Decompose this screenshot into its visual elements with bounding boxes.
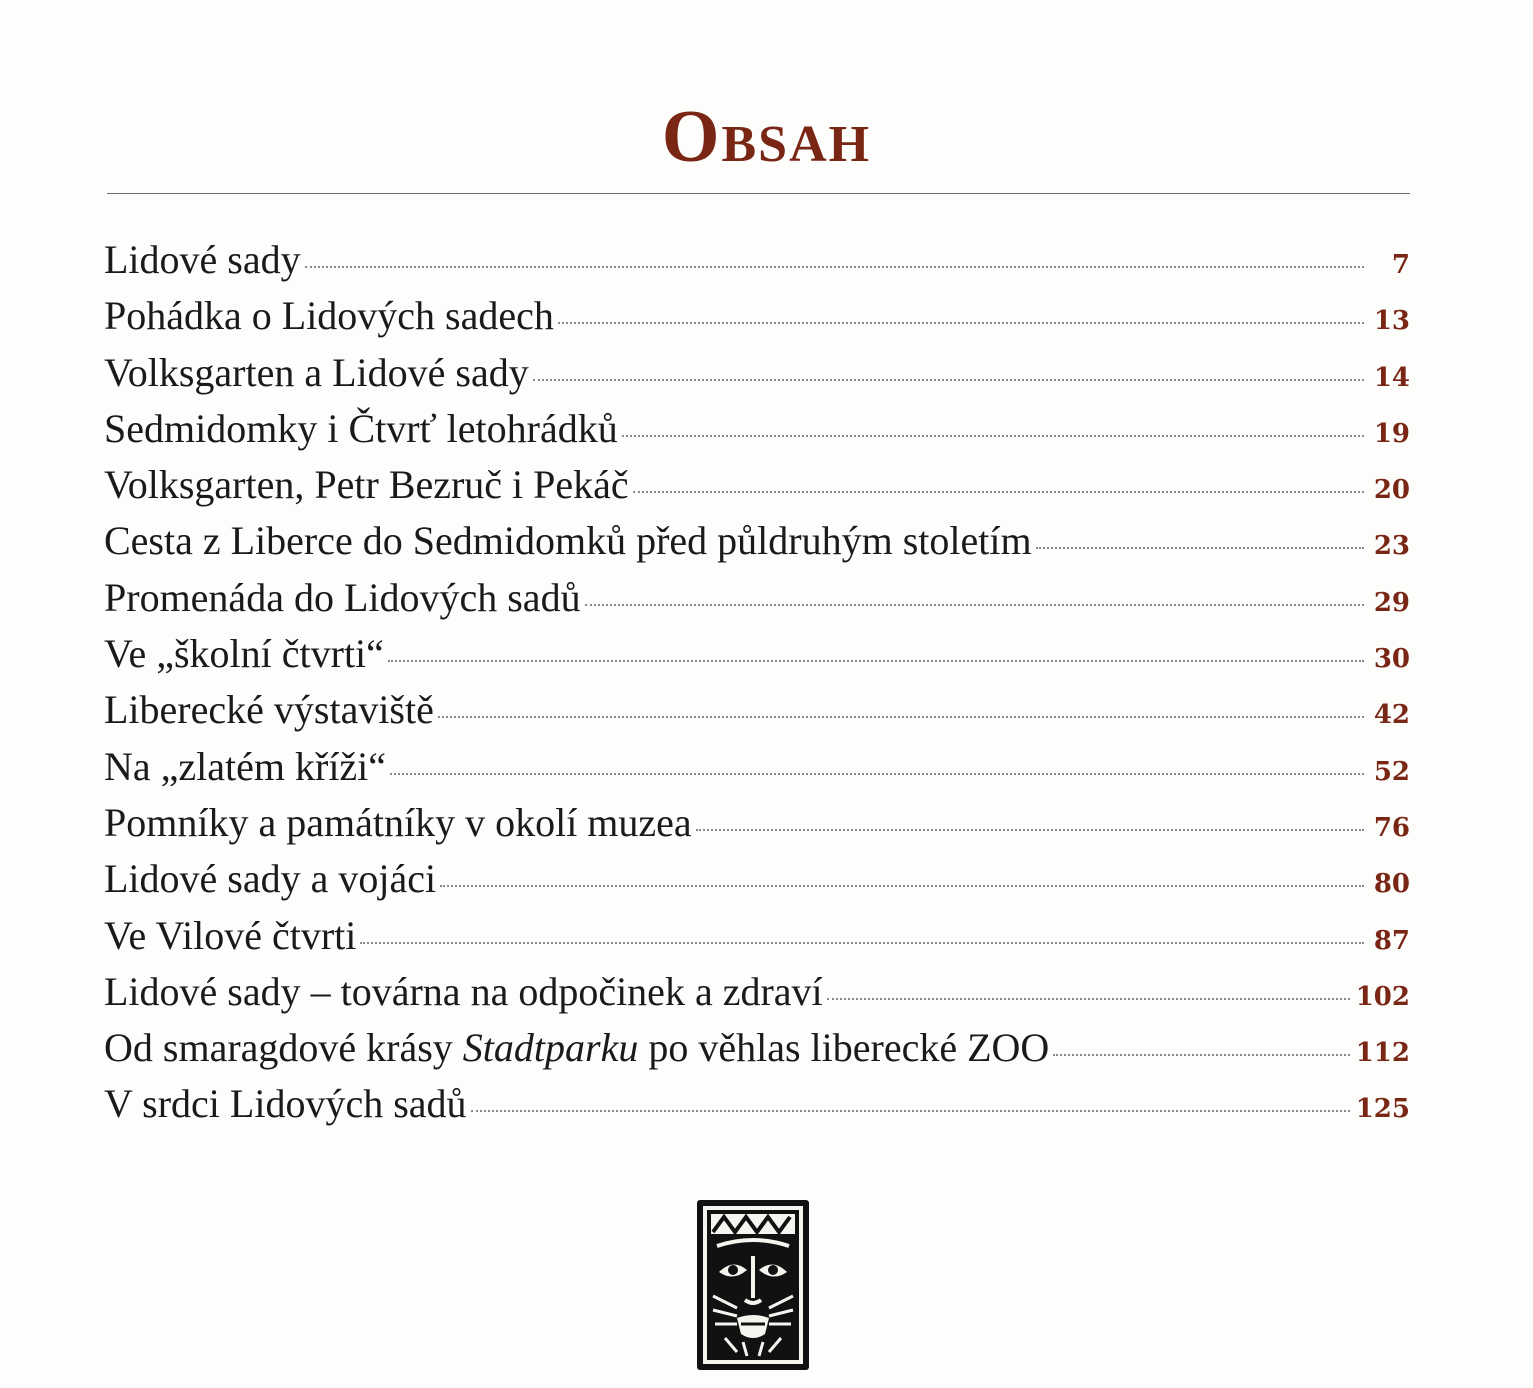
toc-entry-page: 14 (1373, 362, 1410, 393)
toc-leader-dots (360, 942, 1364, 944)
toc-entry-title: Sedmidomky i Čtvrť letohrádků (104, 405, 618, 451)
toc-leader-dots (827, 998, 1350, 1000)
toc-entry-title: Liberecké výstaviště (104, 687, 434, 733)
toc-entry[interactable] (104, 1080, 1410, 1136)
toc-entry-page: 23 (1373, 531, 1410, 562)
toc-entry[interactable] (104, 968, 1410, 1024)
toc-leader-dots (388, 660, 1364, 662)
toc-entry-title: Na „zlatém kříži“ (104, 743, 387, 789)
toc-entry-title: Volksgarten, Petr Bezruč i Pekáč (104, 462, 629, 508)
toc-entry-title: Promenáda do Lidových sadů (104, 574, 581, 620)
table-of-contents (104, 236, 1410, 1137)
toc-leader-dots (633, 491, 1364, 493)
toc-entry-page: 125 (1355, 1094, 1410, 1125)
toc-entry-title: Pomníky a památníky v okolí muzea (104, 799, 692, 845)
toc-leader-dots (1053, 1054, 1349, 1056)
toc-entry-page: 19 (1373, 418, 1410, 449)
toc-entry-page: 29 (1373, 587, 1410, 618)
toc-entry-title (104, 1024, 1049, 1072)
toc-entry-page: 80 (1373, 869, 1410, 900)
toc-leader-dots (305, 266, 1364, 268)
toc-entry[interactable] (104, 517, 1410, 573)
toc-leader-dots (558, 322, 1364, 324)
toc-leader-dots (471, 1110, 1350, 1112)
toc-entry-title: Ve „školní čtvrti“ (104, 631, 384, 677)
toc-entry-title: Lidové sady – továrna na odpočinek a zdraví (104, 968, 823, 1014)
toc-entry-page: 30 (1373, 644, 1410, 675)
toc-title-part: po věhlas liberecké ZOO (638, 1025, 1050, 1071)
toc-title-part: Od smaragdové krásy (104, 1025, 463, 1071)
face-emblem-icon (697, 1200, 809, 1370)
toc-title-italic-part: Stadtparku (462, 1025, 639, 1071)
toc-entry[interactable] (104, 292, 1410, 348)
toc-entry[interactable] (104, 630, 1410, 686)
toc-leader-dots (390, 773, 1364, 775)
page-title: Obsah (661, 96, 872, 178)
toc-entry-title: Volksgarten a Lidové sady (104, 349, 529, 395)
toc-entry-page: 112 (1355, 1038, 1410, 1069)
toc-entry[interactable] (104, 461, 1410, 517)
toc-entry-page: 102 (1355, 981, 1410, 1012)
toc-entry-title: V srdci Lidových sadů (104, 1081, 467, 1127)
toc-entry-title: Pohádka o Lidových sadech (104, 293, 554, 339)
toc-entry[interactable] (104, 855, 1410, 911)
toc-entry-title: Ve Vilové čtvrti (104, 912, 357, 958)
toc-entry-title: Lidové sady (104, 237, 301, 282)
toc-leader-dots (622, 435, 1364, 437)
toc-entry-page: 76 (1373, 812, 1410, 843)
toc-entry-page: 13 (1373, 306, 1410, 337)
toc-leader-dots (533, 379, 1364, 381)
toc-entry-page: 87 (1373, 925, 1410, 956)
toc-entry[interactable] (104, 912, 1410, 968)
toc-entry-page: 42 (1373, 700, 1410, 731)
toc-leader-dots (440, 885, 1364, 887)
toc-entry[interactable] (104, 1024, 1410, 1080)
toc-entry-page: 52 (1373, 756, 1410, 787)
toc-leader-dots (1036, 547, 1364, 549)
toc-leader-dots (585, 604, 1364, 606)
toc-entry-title: Cesta z Liberce do Sedmidomků před půldruhým stoletím (104, 518, 1032, 564)
toc-entry[interactable] (104, 574, 1410, 630)
toc-entry[interactable] (104, 686, 1410, 742)
toc-entry[interactable] (104, 743, 1410, 799)
toc-entry-page: 7 (1391, 250, 1410, 280)
toc-entry[interactable] (104, 799, 1410, 855)
toc-entry-page: 20 (1373, 475, 1410, 506)
toc-leader-dots (438, 716, 1364, 718)
toc-entry-title: Lidové sady a vojáci (104, 856, 437, 902)
toc-leader-dots (696, 829, 1364, 831)
toc-entry[interactable] (104, 349, 1410, 405)
toc-entry[interactable] (104, 236, 1410, 292)
title-divider (107, 193, 1410, 194)
toc-entry[interactable] (104, 405, 1410, 461)
